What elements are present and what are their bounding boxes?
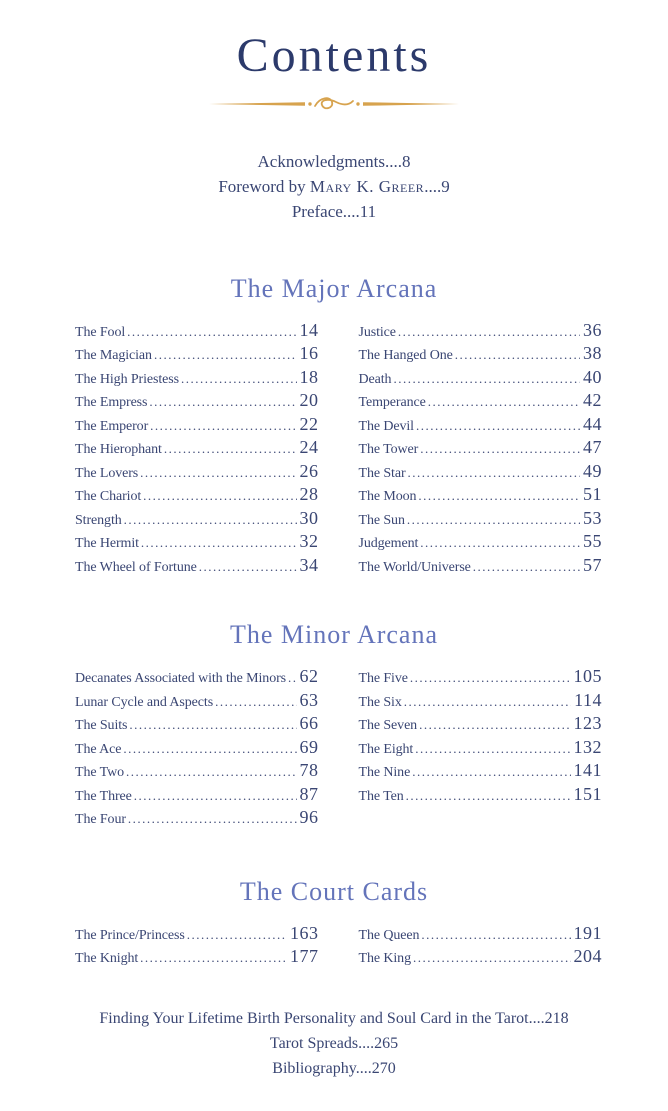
toc-entry-label: The Lovers xyxy=(75,465,139,481)
toc-entry-label: The Nine xyxy=(358,765,411,781)
toc-entry xyxy=(75,555,319,579)
toc-entry-label: Lunar Cycle and Aspects xyxy=(75,694,214,710)
toc-entry xyxy=(359,437,603,461)
toc-entry xyxy=(359,484,603,508)
toc-entry-page: 30 xyxy=(299,507,319,528)
toc-entry xyxy=(359,414,603,438)
flourish-divider-icon xyxy=(209,93,459,115)
dot-leader xyxy=(404,692,571,714)
page-title: Contents xyxy=(236,29,432,82)
toc-entry-label: The Hermit xyxy=(75,536,139,552)
toc-entry-label: Death xyxy=(358,371,392,387)
toc-entry-label: The Seven xyxy=(358,718,418,734)
front-matter xyxy=(0,149,668,224)
toc-entry-label: The Hierophant xyxy=(75,442,162,458)
toc-entry xyxy=(75,343,319,367)
dot-leader xyxy=(124,510,297,532)
toc-entry-page: 191 xyxy=(573,922,602,943)
toc-entry-page: 53 xyxy=(583,507,602,528)
dot-leader xyxy=(288,668,296,690)
toc-entry-label: The Prince/Princess xyxy=(75,927,185,943)
toc-entry-page: 132 xyxy=(573,736,602,757)
toc-column-right xyxy=(359,320,603,579)
toc-entry-label: The Ace xyxy=(75,741,122,757)
toc-entry-label: The Chariot xyxy=(75,489,142,505)
dot-leader xyxy=(143,486,296,508)
dot-leader xyxy=(418,486,580,508)
back-matter xyxy=(0,1006,668,1081)
toc-entry xyxy=(75,531,319,555)
dot-leader xyxy=(407,510,580,532)
section-heading: The Major Arcana xyxy=(230,273,438,303)
toc-entry-page: 63 xyxy=(299,689,319,710)
dot-leader xyxy=(421,925,570,947)
toc-entry-page: 26 xyxy=(299,460,319,481)
dot-leader xyxy=(420,439,580,461)
toc-entry xyxy=(75,713,319,737)
toc-entry-page: 24 xyxy=(299,437,319,458)
dot-leader xyxy=(140,948,287,970)
toc-entry: Tarot Spreads....265 xyxy=(269,1034,399,1052)
contents-page xyxy=(0,30,668,1111)
toc-entry: Finding Your Lifetime Birth Personality and Soul Card in the Tarot....218 xyxy=(99,1009,569,1027)
dot-leader xyxy=(164,439,297,461)
toc-entry-page: 87 xyxy=(299,783,319,804)
dot-leader xyxy=(413,948,571,970)
toc-column-left xyxy=(75,666,319,831)
toc-entry xyxy=(75,320,319,344)
section-court-cards xyxy=(0,877,668,970)
toc-entry-page: 34 xyxy=(299,554,319,575)
toc-entry xyxy=(359,737,603,761)
toc-entry xyxy=(359,320,603,344)
toc-entry xyxy=(359,555,603,579)
section-major-arcana xyxy=(0,274,668,579)
dot-leader xyxy=(215,692,296,714)
dot-leader xyxy=(412,762,570,784)
toc-column-left xyxy=(75,923,319,970)
dot-leader xyxy=(415,739,570,761)
toc-entry-label: The Six xyxy=(358,694,402,710)
dot-leader xyxy=(150,416,296,438)
toc-entry-page: ....9 xyxy=(424,176,450,196)
toc-entry-page: 18 xyxy=(299,366,319,387)
toc-entry xyxy=(75,390,319,414)
toc-entry-page: 49 xyxy=(583,460,602,481)
toc-entry-label: Temperance xyxy=(358,395,426,411)
toc-entry-label: Justice xyxy=(358,324,396,340)
toc-entry-page: 69 xyxy=(299,736,319,757)
toc-entry-label: The Moon xyxy=(358,489,417,505)
toc-entry xyxy=(75,784,319,808)
toc-entry-label: Strength xyxy=(75,512,122,528)
toc-entry-page: 62 xyxy=(299,666,319,687)
toc-entry-label: The Suits xyxy=(75,718,128,734)
toc-entry-page: 40 xyxy=(583,366,602,387)
dot-leader xyxy=(393,369,580,391)
toc-entry xyxy=(0,199,668,224)
dot-leader xyxy=(406,786,571,808)
dot-leader xyxy=(126,762,297,784)
dot-leader xyxy=(419,715,570,737)
toc-column-right xyxy=(359,666,603,807)
toc-entry xyxy=(359,508,603,532)
toc-entry-label: The Knight xyxy=(75,951,139,967)
toc-entry-label: The Ten xyxy=(358,788,404,804)
dot-leader xyxy=(140,463,296,485)
toc-entry-page: 177 xyxy=(290,946,319,967)
toc-entry xyxy=(359,760,603,784)
toc-entry xyxy=(359,531,603,555)
toc-entry xyxy=(0,149,668,174)
dot-leader xyxy=(123,739,296,761)
toc-entry xyxy=(359,784,603,808)
toc-entry-page: 123 xyxy=(573,713,602,734)
dot-leader xyxy=(187,925,287,947)
toc-entry-page: 51 xyxy=(583,484,602,505)
toc-entry xyxy=(75,923,319,947)
toc-entry-label: The King xyxy=(358,951,411,967)
dot-leader xyxy=(473,557,580,579)
toc-entry-page: 42 xyxy=(583,390,602,411)
dot-leader xyxy=(154,345,297,367)
toc-entry xyxy=(359,666,603,690)
toc-entry xyxy=(359,946,603,970)
toc-entry-label: The Sun xyxy=(358,512,405,528)
toc-entry-page: 47 xyxy=(583,437,602,458)
toc-entry-page: 151 xyxy=(573,783,602,804)
toc-entry xyxy=(359,690,603,714)
toc-columns xyxy=(0,320,668,579)
toc-entry xyxy=(75,461,319,485)
toc-entry-page: 96 xyxy=(299,807,319,828)
dot-leader xyxy=(416,416,580,438)
dot-leader xyxy=(428,392,580,414)
dot-leader xyxy=(199,557,297,579)
ornamental-divider xyxy=(0,93,668,115)
toc-entry-label: The High Priestess xyxy=(75,371,179,387)
toc-entry-page: 22 xyxy=(299,413,319,434)
toc-entry-label: Judgement xyxy=(358,536,419,552)
toc-entry-page: 55 xyxy=(583,531,602,552)
toc-columns xyxy=(0,923,668,970)
toc-entry-page: 66 xyxy=(299,713,319,734)
toc-entry-label: The Queen xyxy=(358,927,420,943)
toc-entry-label: The Devil xyxy=(358,418,414,434)
toc-entry-page: 38 xyxy=(583,343,602,364)
toc-entry: Bibliography....270 xyxy=(272,1059,396,1077)
toc-entry-page: 44 xyxy=(583,413,602,434)
toc-entry-label: The Three xyxy=(75,788,132,804)
toc-entry xyxy=(359,923,603,947)
toc-entry-label: The Fool xyxy=(75,324,126,340)
toc-entry-page: 32 xyxy=(299,531,319,552)
toc-entry-label: The Empress xyxy=(75,395,148,411)
toc-entry xyxy=(359,390,603,414)
toc-entry xyxy=(75,508,319,532)
toc-entry-page: 141 xyxy=(573,760,602,781)
dot-leader xyxy=(129,715,296,737)
dot-leader xyxy=(128,809,297,831)
toc-entry xyxy=(359,343,603,367)
toc-entry-text: Preface....11 xyxy=(291,201,377,221)
toc-entry-page: 105 xyxy=(573,666,602,687)
toc-entry xyxy=(75,437,319,461)
toc-entry-page: 28 xyxy=(299,484,319,505)
toc-entry-label: Decanates Associated with the Minors xyxy=(75,671,287,687)
dot-leader xyxy=(408,463,580,485)
dot-leader xyxy=(398,322,580,344)
toc-entry xyxy=(75,737,319,761)
toc-entry xyxy=(75,666,319,690)
section-heading: The Court Cards xyxy=(239,876,429,906)
toc-entry-text: Acknowledgments....8 xyxy=(257,151,411,171)
toc-entry xyxy=(359,367,603,391)
toc-entry-label: The Two xyxy=(75,765,124,781)
toc-entry-label: The World/Universe xyxy=(358,559,471,575)
toc-entry-label: The Four xyxy=(75,812,126,828)
toc-entry-page: 57 xyxy=(583,554,602,575)
toc-entry-page: 14 xyxy=(299,319,319,340)
toc-entry xyxy=(75,414,319,438)
toc-entry-label: The Hanged One xyxy=(358,348,453,364)
toc-entry-label: The Tower xyxy=(358,442,419,458)
toc-column-left xyxy=(75,320,319,579)
dot-leader xyxy=(149,392,296,414)
dot-leader xyxy=(141,533,297,555)
author-name: Mary K. Greer xyxy=(309,176,425,196)
toc-entry-page: 16 xyxy=(299,343,319,364)
toc-entry-label: The Magician xyxy=(75,348,152,364)
toc-entry-page: 163 xyxy=(290,922,319,943)
toc-entry xyxy=(0,174,668,199)
toc-column-right xyxy=(359,923,603,970)
toc-entry-page: 114 xyxy=(574,689,602,710)
toc-entry xyxy=(75,367,319,391)
toc-entry xyxy=(75,484,319,508)
toc-entry xyxy=(75,807,319,831)
toc-entry-text: Foreword by xyxy=(218,176,310,196)
section-heading: The Minor Arcana xyxy=(229,620,439,650)
toc-entry-page: 78 xyxy=(299,760,319,781)
toc-entry-label: The Emperor xyxy=(75,418,149,434)
toc-entry-label: The Eight xyxy=(358,741,414,757)
toc-entry-label: The Wheel of Fortune xyxy=(75,559,197,575)
toc-entry xyxy=(75,946,319,970)
toc-entry xyxy=(75,690,319,714)
toc-entry xyxy=(359,713,603,737)
toc-entry-page: 204 xyxy=(573,946,602,967)
dot-leader xyxy=(134,786,297,808)
toc-entry xyxy=(359,461,603,485)
toc-entry xyxy=(75,760,319,784)
dot-leader xyxy=(455,345,580,367)
dot-leader xyxy=(420,533,580,555)
dot-leader xyxy=(410,668,571,690)
toc-entry-label: The Five xyxy=(358,671,408,687)
toc-columns xyxy=(0,666,668,831)
toc-entry-label: The Star xyxy=(358,465,406,481)
toc-entry-page: 20 xyxy=(299,390,319,411)
toc-entry-page: 36 xyxy=(583,319,602,340)
dot-leader xyxy=(127,322,296,344)
section-minor-arcana xyxy=(0,620,668,831)
dot-leader xyxy=(181,369,297,391)
